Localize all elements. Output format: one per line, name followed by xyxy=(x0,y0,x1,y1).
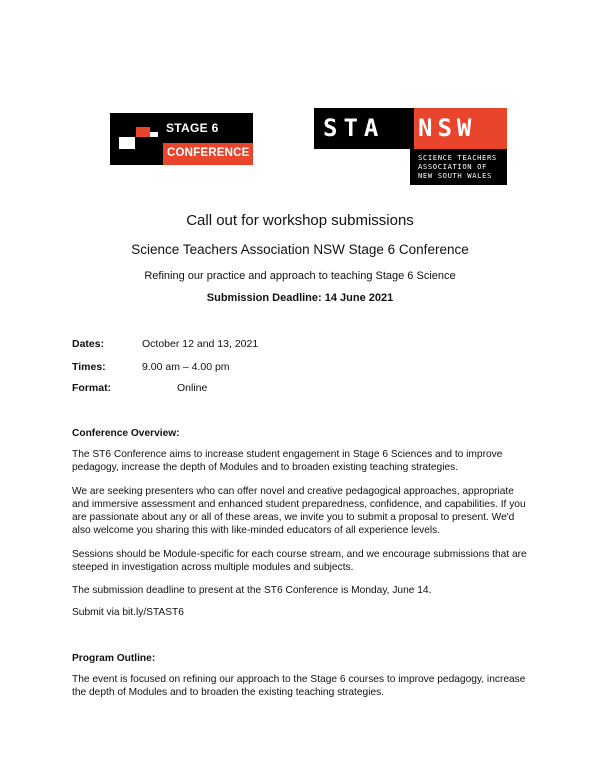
logo-white-small-square xyxy=(150,132,158,137)
logo-white-square xyxy=(119,137,135,149)
program-heading: Program Outline: xyxy=(72,653,156,664)
format-label: Format: xyxy=(72,382,112,394)
overview-paragraph-3: Sessions should be Module-specific for each course stream, and we encourage submissions that are steeped in investigation across multiple modules and subjects. xyxy=(72,549,527,573)
logo-subtitle-text: SCIENCE TEACHERS ASSOCIATION OF NEW SOUTH WALES xyxy=(418,153,497,180)
overview-paragraph-2: We are seeking presenters who can offer novel and creative pedagogical approaches, appropriate and immersive assessment and enhanced student preparedness, confidence, and capabilities. If you are passionate about any or all of these areas, we invite you to submit a proposal to present. We'd also welcome you sharing this with like-minded educators of all experience levels. xyxy=(72,486,526,536)
stansw-logo xyxy=(314,108,507,185)
document-title: Call out for workshop submissions xyxy=(186,212,414,229)
document-tagline: Refining our practice and approach to teaching Stage 6 Science xyxy=(144,270,456,282)
stage6-conference-logo xyxy=(110,113,253,165)
overview-paragraph-4: The submission deadline to present at the ST6 Conference is Monday, June 14. xyxy=(72,585,432,596)
overview-heading: Conference Overview: xyxy=(72,428,180,439)
format-value: Online xyxy=(177,382,208,394)
logo-red-square xyxy=(136,127,150,137)
overview-paragraph-1: The ST6 Conference aims to increase student engagement in Stage 6 Sciences and to improve pedagogy, increase the depth of Modules and to broaden existing teaching strategies. xyxy=(72,449,503,473)
submit-link-text[interactable]: Submit via bit.ly/STAST6 xyxy=(72,607,184,618)
program-paragraph: The event is focused on refining our approach to the Stage 6 courses to improve pedagogy, increase the depth of Modules and to broaden the existing teaching strategies. xyxy=(72,674,526,698)
times-value: 9.00 am – 4.00 pm xyxy=(142,361,230,373)
document-subtitle: Science Teachers Association NSW Stage 6 Conference xyxy=(131,242,469,257)
times-label: Times: xyxy=(72,361,106,373)
submission-deadline: Submission Deadline: 14 June 2021 xyxy=(206,292,394,304)
logo-nsw-text: NSW xyxy=(418,114,477,142)
dates-value: October 12 and 13, 2021 xyxy=(142,338,259,350)
dates-label: Dates: xyxy=(72,338,105,350)
logo-conference-text: CONFERENCE xyxy=(167,147,250,159)
logo-sta-text: STA xyxy=(323,114,385,142)
logo-stage6-text: STAGE 6 xyxy=(166,121,219,135)
